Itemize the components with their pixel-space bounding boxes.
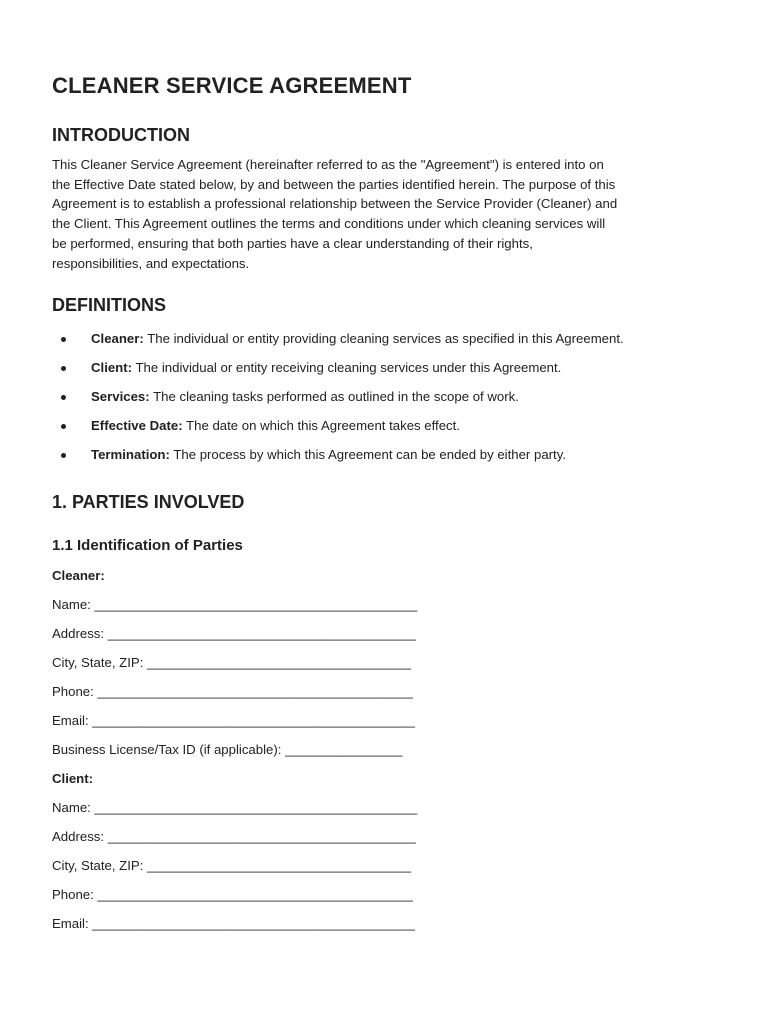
parties-section <box>52 490 724 943</box>
identification-subheading: 1.1 Identification of Parties <box>52 537 243 555</box>
bullet-icon <box>61 453 66 458</box>
client-label: Client: <box>52 771 94 787</box>
cleaner-block <box>52 566 724 769</box>
bullet-icon <box>61 366 66 371</box>
introduction-paragraph <box>52 155 724 273</box>
definition-item-termination <box>52 445 724 474</box>
definition-text: The cleaning tasks performed as outlined in the scope of work. <box>149 389 519 405</box>
introduction-section <box>52 123 724 273</box>
definition-item-cleaner <box>52 329 724 358</box>
client-block <box>52 769 724 943</box>
document-page <box>52 70 724 943</box>
bullet-icon <box>61 337 66 342</box>
definition-text: The individual or entity providing cleaning services as specified in this Agreement. <box>143 331 624 347</box>
client-address-field[interactable]: Address: __________________________________________ <box>52 829 416 845</box>
definition-term: Termination: <box>91 447 170 463</box>
definition-term: Effective Date: <box>91 418 183 434</box>
definition-term: Client: <box>91 360 133 376</box>
cleaner-email-field[interactable]: Email: ____________________________________________ <box>52 713 416 729</box>
client-phone-field[interactable]: Phone: ___________________________________________ <box>52 887 413 903</box>
definition-term: Services: <box>91 389 150 405</box>
parties-heading: 1. PARTIES INVOLVED <box>52 492 245 513</box>
introduction-heading: INTRODUCTION <box>52 125 190 145</box>
cleaner-phone-field[interactable]: Phone: ___________________________________________ <box>52 684 413 700</box>
definition-text: The process by which this Agreement can be ended by either party. <box>169 447 566 463</box>
definition-item-effective-date <box>52 416 724 445</box>
client-name-field[interactable]: Name: ____________________________________________ <box>52 800 418 816</box>
introduction-line: responsibilities, and expectations. <box>52 255 250 271</box>
introduction-line: be performed, ensuring that both parties have a clear understanding of their rights, <box>52 235 533 251</box>
introduction-line: the Client. This Agreement outlines the terms and conditions under which cleaning services will <box>52 216 606 232</box>
document-title: CLEANER SERVICE AGREEMENT <box>52 73 412 98</box>
definition-item-services <box>52 387 724 416</box>
cleaner-city-field[interactable]: City, State, ZIP: ____________________________________ <box>52 655 412 671</box>
definition-item-client <box>52 358 724 387</box>
introduction-line: the Effective Date stated below, by and between the parties identified herein. The purpose of this <box>52 176 616 192</box>
definition-term: Cleaner: <box>91 331 144 347</box>
introduction-line: Agreement is to establish a professional relationship between the Service Provider (Cleaner) and <box>52 196 618 212</box>
client-city-field[interactable]: City, State, ZIP: ____________________________________ <box>52 858 412 874</box>
definition-text: The date on which this Agreement takes effect. <box>182 418 460 434</box>
definitions-heading: DEFINITIONS <box>52 295 167 316</box>
client-email-field[interactable]: Email: ____________________________________________ <box>52 916 416 932</box>
definitions-section <box>52 293 724 474</box>
definitions-list <box>52 329 724 474</box>
introduction-line: This Cleaner Service Agreement (hereinafter referred to as the "Agreement") is entered into on <box>52 157 604 172</box>
definition-text: The individual or entity receiving cleaning services under this Agreement. <box>132 360 562 376</box>
cleaner-name-field[interactable]: Name: ____________________________________________ <box>52 597 418 613</box>
cleaner-label: Cleaner: <box>52 568 105 584</box>
cleaner-license-field[interactable]: Business License/Tax ID (if applicable): ________________ <box>52 742 403 758</box>
bullet-icon <box>61 395 66 400</box>
bullet-icon <box>61 424 66 429</box>
cleaner-address-field[interactable]: Address: __________________________________________ <box>52 626 416 642</box>
